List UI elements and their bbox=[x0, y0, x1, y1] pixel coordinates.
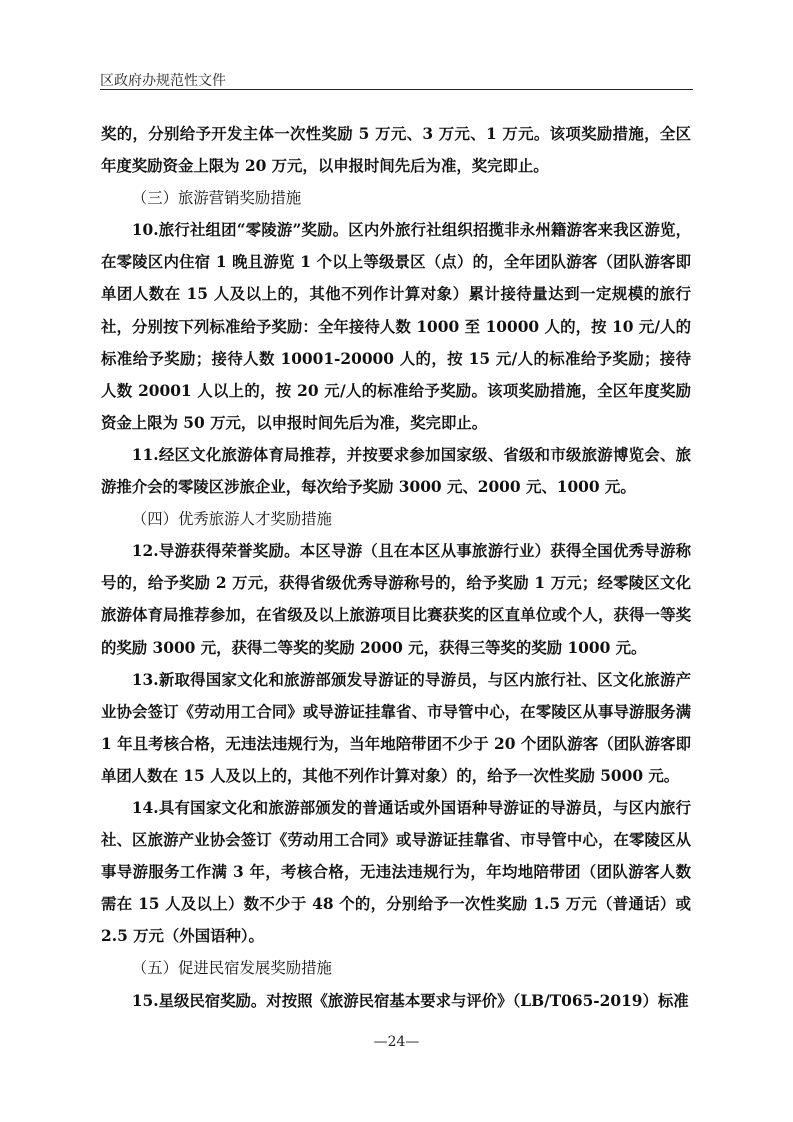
paragraph-item-14: 14.具有国家文化和旅游部颁发的普通话或外国语种导游证的导游员，与区内旅行社、区旅游产业协会签订《劳动用工合同》或导游证挂靠省、市导管中心，在零陵区从事导游服务工作满 3 年，考核合格，无违法违规行为，年均地陪带团（团队游客人数需在 15 人及以上）数不少于 48 个的，分别给予一次性奖励 1.5 万元（普通话）或 2.5 万元（外国语种）。 bbox=[101, 798, 691, 946]
page-number: —24— bbox=[373, 1034, 420, 1050]
header-divider bbox=[100, 89, 693, 90]
paragraph-item-13: 13.新取得国家文化和旅游部颁发导游证的导游员，与区内旅行社、区文化旅游产业协会签订《劳动用工合同》或导游证挂靠省、市导管中心，在零陵区从事导游服务满 1 年且考核合格，无违法违规行为，当年地陪带团不少于 20 个团队游客（团队游客即单团人数在 15 人及以上的，其他不列作计算对象）的，给予一次性奖励 5000 元。 bbox=[101, 670, 691, 785]
paragraph-item-11: 11.经区文化旅游体育局推荐，并按要求参加国家级、省级和市级旅游博览会、旅游推介会的零陵区涉旅企业，每次给予奖励 3000 元、2000 元、1000 元。 bbox=[101, 445, 691, 497]
paragraph-continuation: 奖的，分别给予开发主体一次性奖励 5 万元、3 万元、1 万元。该项奖励措施，全区年度奖励资金上限为 20 万元，以申报时间先后为准，奖完即止。 bbox=[101, 125, 691, 176]
paragraph-item-15: 15.星级民宿奖励。对按照《旅游民宿基本要求与评价》（LB/T065-2019）标准 bbox=[131, 991, 689, 1010]
section-heading-homestay: （五）促进民宿发展奖励措施 bbox=[131, 959, 332, 978]
section-heading-tourism-talent: （四）优秀旅游人才奖励措施 bbox=[131, 510, 332, 529]
section-heading-tourism-marketing: （三）旅游营销奖励措施 bbox=[131, 189, 302, 208]
document-body bbox=[101, 118, 691, 1017]
paragraph-item-12: 12.导游获得荣誉奖励。本区导游（且在本区从事旅游行业）获得全国优秀导游称号的，给予奖励 2 万元，获得省级优秀导游称号的，给予奖励 1 万元；经零陵区文化旅游体育局推荐参加，在省级及以上旅游项目比赛获奖的区直单位或个人，获得一等奖的奖励 3000 元，获得二等奖的奖励 2000 元，获得三等奖的奖励 1000 元。 bbox=[101, 542, 691, 657]
paragraph-item-10: 10.旅行社组团“零陵游”奖励。区内外旅行社组织招揽非永州籍游客来我区游览，在零陵区内住宿 1 晚且游览 1 个以上等级景区（点）的，全年团队游客（团队游客即单团人数在 15 人及以上的，其他不列作计算对象）累计接待量达到一定规模的旅行社，分别按下列标准给予奖励：全年接待人数 1000 至 10000 人的，按 10 元/人的标准给予奖励；接待人数 10001-20000 人的，按 15 元/人的标准给予奖励；接待人数 20001 人以上的，按 20 元/人的标准给予奖励。该项奖励措施，全区年度奖励资金上限为 50 万元，以申报时间先后为准，奖完即止。 bbox=[101, 221, 691, 432]
document-header-title: 区政府办规范性文件 bbox=[100, 73, 226, 89]
